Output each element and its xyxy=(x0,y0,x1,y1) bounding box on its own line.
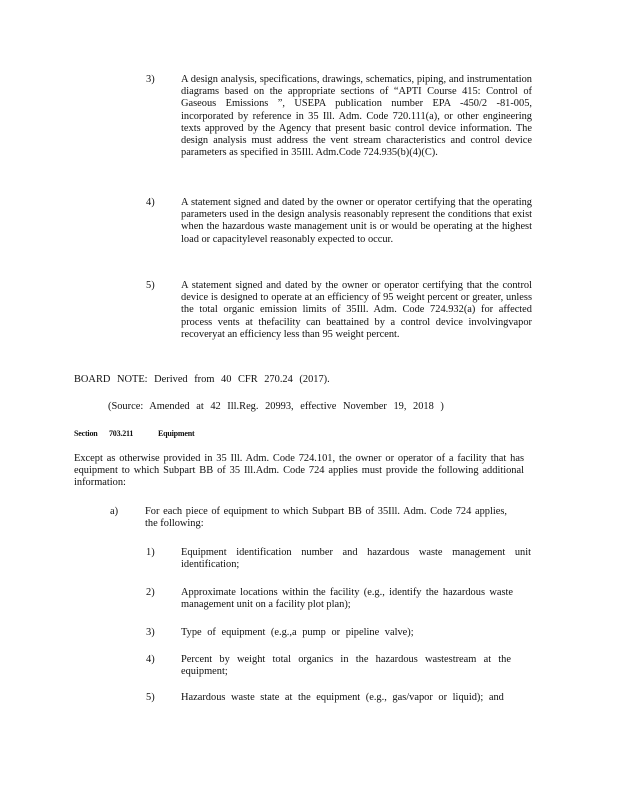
item-text: Hazardous waste state at the equipment (e.g., gas/vapor or liquid); and xyxy=(181,692,504,703)
section-title: Equipment xyxy=(158,429,195,438)
item-number: 4) xyxy=(146,654,155,665)
intro-paragraph: Except as otherwise provided in 35 Ill. Adm. Code 724.101, the owner or operator of a facility that has equipment to which Subpart BB of 35 Ill.Adm. Code 724 applies must provide the following additional information: xyxy=(74,453,524,489)
item-number: 1) xyxy=(146,547,155,558)
item-number: 3) xyxy=(146,627,155,638)
subsection-number: a) xyxy=(110,506,119,517)
item-number: 2) xyxy=(146,587,155,598)
subsection-text: For each piece of equipment to which Subpart BB of 35Ill. Adm. Code 724 applies, the following: xyxy=(145,506,507,530)
source-note: (Source: Amended at 42 Ill.Reg. 20993, effective November 19, 2018 ) xyxy=(108,401,444,412)
item-number: 3) xyxy=(146,74,155,85)
item-text: A design analysis, specifications, drawings, schematics, piping, and instrumentation diagrams based on the appropriate sections of “APTI Course 415: Control of Gaseous Emissions ”, USEPA publication number EPA -450/2 -81-005, incorporated by reference in 35 Ill. Adm. Code 720.111(a), or other engineering texts approved by the Agency that present basic control device information. The design analysis must address the vent stream characteristics and control device parameters as specified in 35Ill. Adm.Code 724.935(b)(4)(C). xyxy=(181,74,532,159)
item-number: 5) xyxy=(146,692,155,703)
item-text: Approximate locations within the facility (e.g., identify the hazardous waste management unit on a facility plot plan); xyxy=(181,587,513,611)
item-text: Percent by weight total organics in the hazardous wastestream at the equipment; xyxy=(181,654,511,678)
item-text: A statement signed and dated by the owner or operator certifying that the control device is designed to operate at an efficiency of 95 weight percent or greater, unless the total organic emission limits of 35Ill. Adm. Code 724.932(a) for affected process vents at thefacility can beattained by a control device involvingvapor recoveryat an efficiency less than 95 weight percent. xyxy=(181,280,532,340)
section-label: Section xyxy=(74,429,98,438)
item-text: A statement signed and dated by the owner or operator certifying that the operating parameters used in the design analysis reasonably represent the conditions that exist when the hazardous waste management unit is or would be operating at the highest load or capacitylevel reasonably expected to occur. xyxy=(181,197,532,245)
board-note: BOARD NOTE: Derived from 40 CFR 270.24 (2017). xyxy=(74,374,330,385)
section-number: 703.211 xyxy=(109,429,134,438)
item-text: Type of equipment (e.g.,a pump or pipeline valve); xyxy=(181,627,414,638)
item-number: 5) xyxy=(146,280,155,291)
item-text: Equipment identification number and hazardous waste management unit identification; xyxy=(181,547,531,571)
item-number: 4) xyxy=(146,197,155,208)
